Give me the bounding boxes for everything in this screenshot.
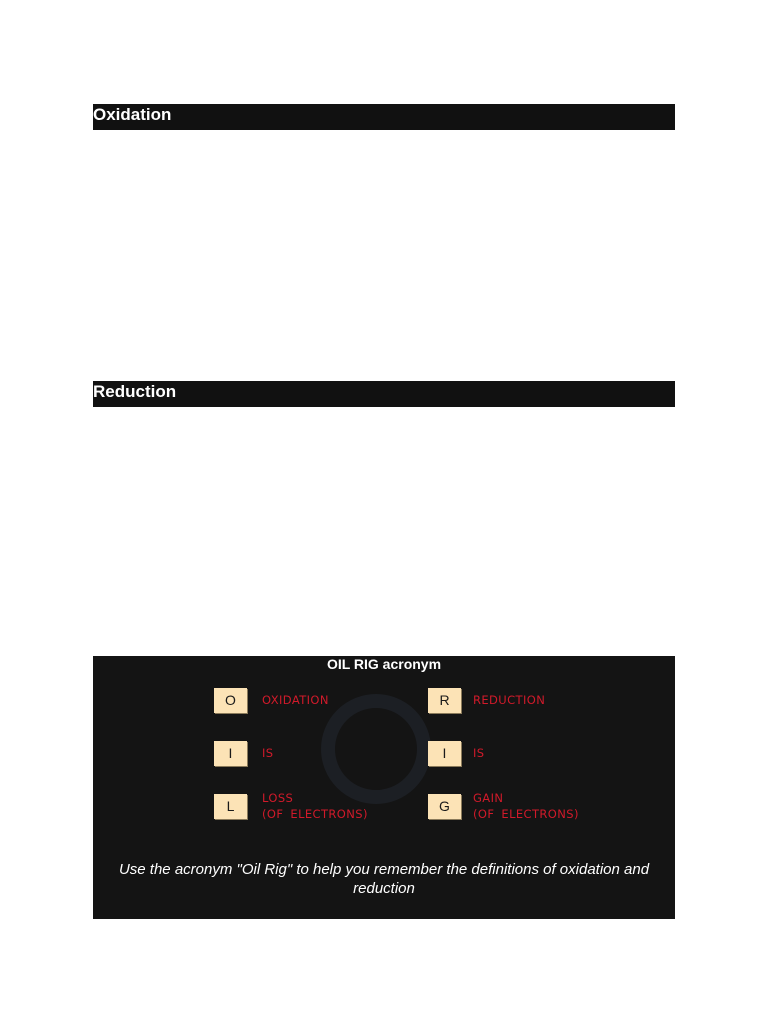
section-heading-oxidation: Oxidation xyxy=(93,104,675,130)
acronym-word-reduction: REDUCTION xyxy=(473,693,546,707)
figure-caption: Use the acronym "Oil Rig" to help you remember the definitions of oxidation and reduction xyxy=(118,861,650,897)
letter-tile-i-right: I xyxy=(428,741,461,766)
acronym-word-is-left: IS xyxy=(262,746,274,760)
figure-title: OIL RIG acronym xyxy=(326,656,442,672)
acronym-word-is-right: IS xyxy=(473,746,485,760)
watermark-logo-icon xyxy=(321,694,431,804)
acronym-word-gain: GAIN xyxy=(473,791,504,805)
letter-tile-i-left: I xyxy=(214,741,247,766)
acronym-word-loss: LOSS xyxy=(262,791,294,805)
acronym-word-of-electrons-left: (OF ELECTRONS) xyxy=(262,807,368,821)
acronym-word-oxidation: OXIDATION xyxy=(262,693,329,707)
section-heading-reduction: Reduction xyxy=(93,381,675,407)
acronym-word-of-electrons-right: (OF ELECTRONS) xyxy=(473,807,579,821)
letter-tile-l: L xyxy=(214,794,247,819)
letter-tile-r: R xyxy=(428,688,461,713)
oil-rig-figure xyxy=(93,656,675,919)
letter-tile-o: O xyxy=(214,688,247,713)
letter-tile-g: G xyxy=(428,794,461,819)
